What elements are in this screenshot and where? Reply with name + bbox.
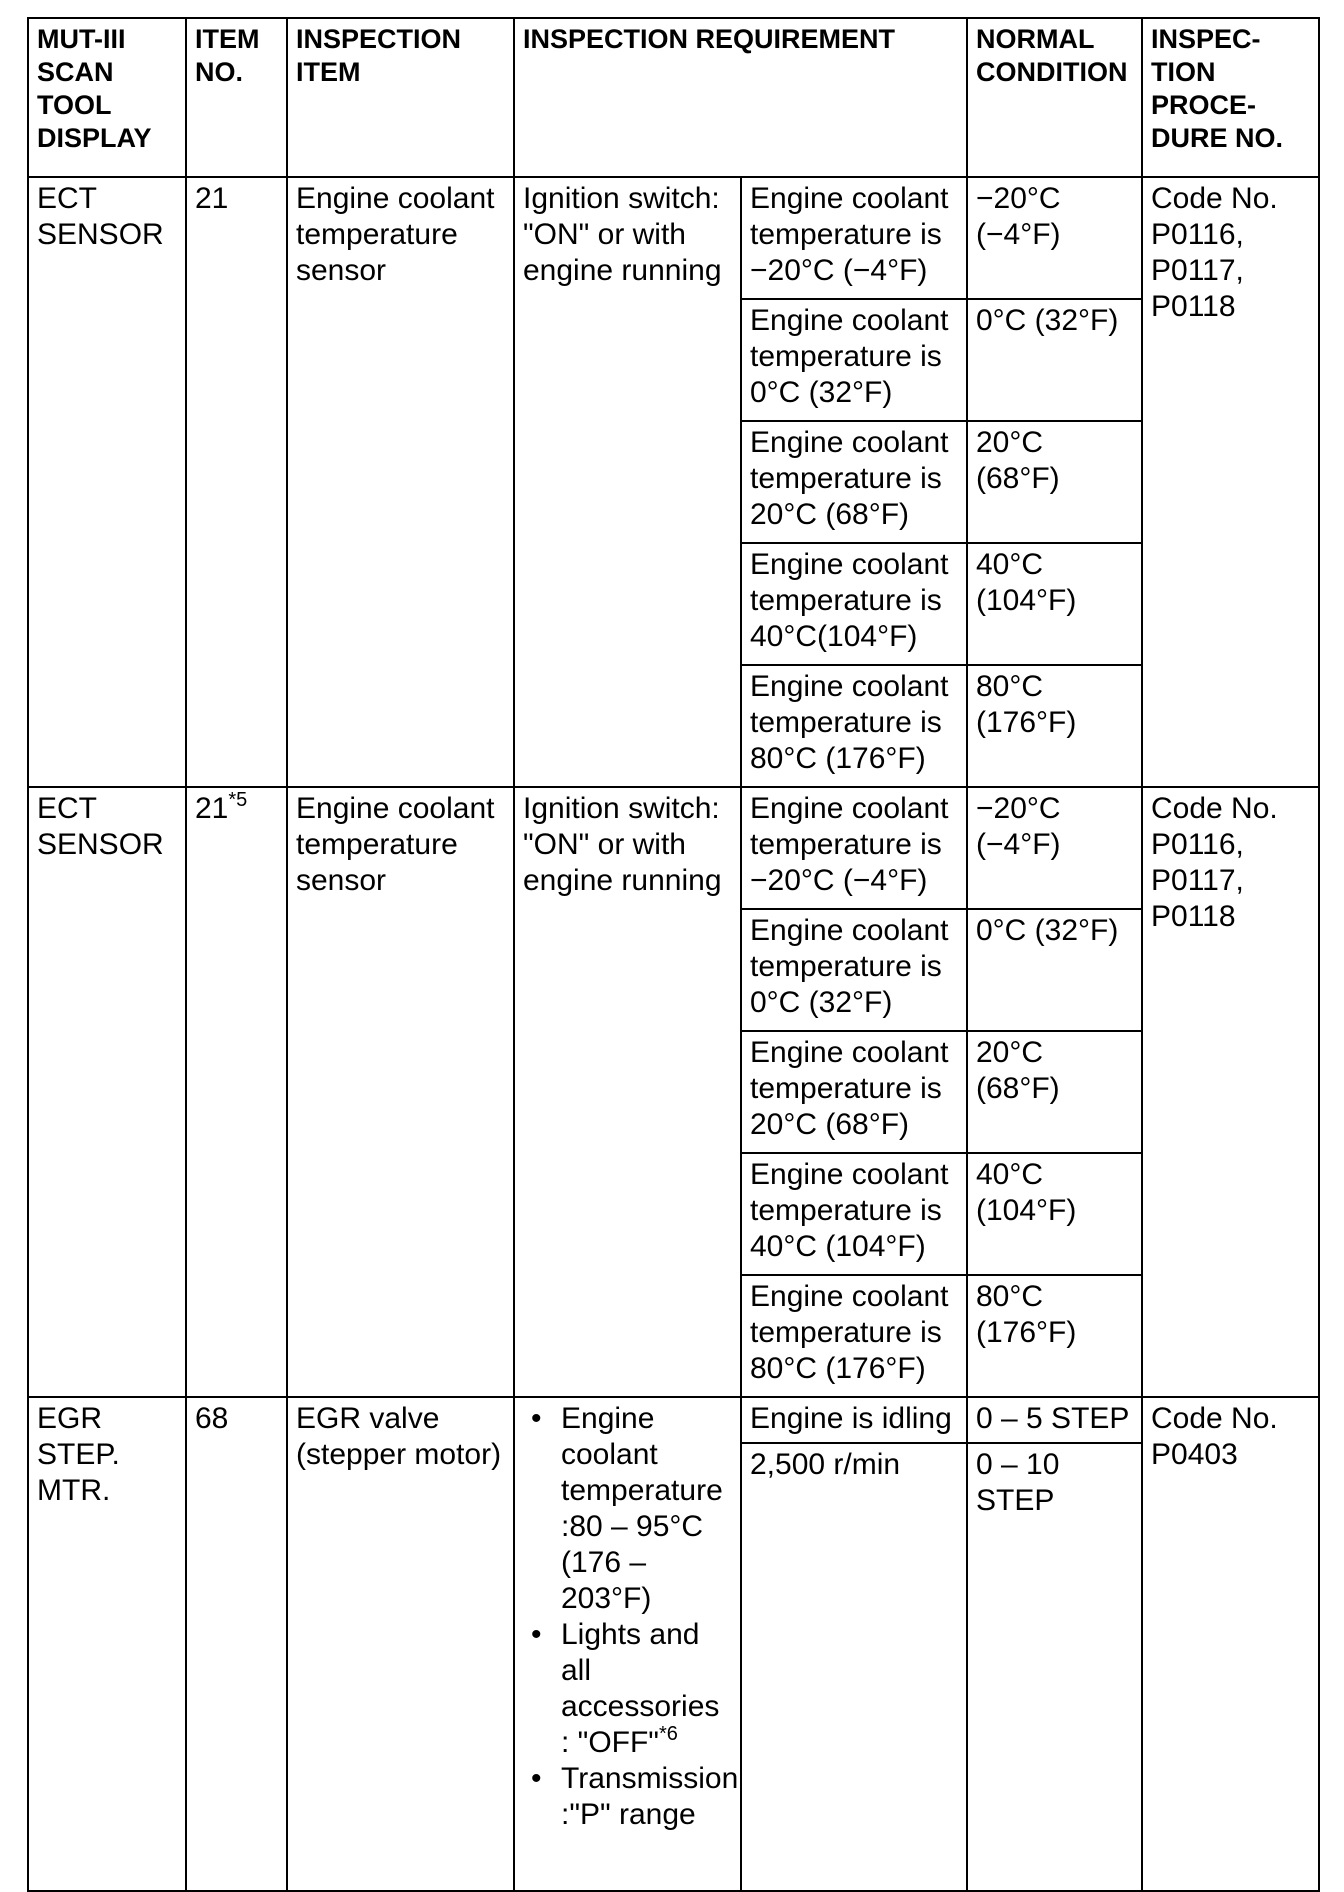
inspection-table [27,17,1320,1892]
requirement-cell [514,1397,741,1891]
condition-cell: Engine coolant temperature is 80°C (176°F) [741,665,967,787]
list-item [523,1401,732,1617]
normal-cell: 20°C (68°F) [967,1031,1142,1153]
condition-cell: Engine coolant temperature is 0°C (32°F) [741,909,967,1031]
procedure-cell: Code No. P0403 [1142,1397,1319,1891]
bullet-icon: • [531,1618,542,1651]
normal-cell: 0 – 5 STEP [967,1397,1142,1443]
normal-cell: 0 – 10 STEP [967,1443,1142,1891]
inspection-table-wrapper [27,17,1320,1892]
footnote-marker: *6 [658,1723,678,1745]
inspection-item-cell: Engine coolant temperature sensor [287,177,514,787]
header-inspection-requirement: INSPECTION REQUIREMENT [514,18,967,177]
condition-cell: Engine coolant temperature is 80°C (176°F) [741,1275,967,1397]
header-item-no: ITEM NO. [186,18,287,177]
display-cell: ECT SENSOR [28,787,186,1397]
condition-cell: Engine coolant temperature is 20°C (68°F) [741,1031,967,1153]
list-item [523,1617,732,1761]
condition-cell: Engine coolant temperature is 40°C (104°F) [741,1153,967,1275]
condition-cell: Engine coolant temperature is 40°C(104°F) [741,543,967,665]
display-cell: ECT SENSOR [28,177,186,787]
header-procedure-no: INSPEC- TION PROCE- DURE NO. [1142,18,1319,177]
item-no-cell [186,1397,287,1891]
display-cell: EGR STEP. MTR. [28,1397,186,1891]
table-row [28,1397,1319,1443]
item-no-cell [186,177,287,787]
normal-cell: 0°C (32°F) [967,909,1142,1031]
bullet-icon: • [531,1762,542,1795]
inspection-item-cell: Engine coolant temperature sensor [287,787,514,1397]
bullet-text: Engine coolant temperature :80 – 95°C (176 – 203°F) [561,1402,723,1615]
normal-cell: −20°C (−4°F) [967,177,1142,299]
normal-cell: 40°C (104°F) [967,543,1142,665]
normal-cell: 20°C (68°F) [967,421,1142,543]
normal-cell: 80°C (176°F) [967,665,1142,787]
condition-cell: Engine coolant temperature is 20°C (68°F) [741,421,967,543]
table-row [28,177,1319,299]
procedure-cell: Code No. P0116, P0117, P0118 [1142,177,1319,787]
requirement-cell: Ignition switch: "ON" or with engine running [514,787,741,1397]
item-no: 21 [195,182,229,215]
footnote-marker: *5 [228,789,248,811]
bullet-text: Transmission :"P" range [561,1762,739,1831]
header-display: MUT-III SCAN TOOL DISPLAY [28,18,186,177]
requirement-cell: Ignition switch: "ON" or with engine running [514,177,741,787]
normal-cell: −20°C (−4°F) [967,787,1142,909]
condition-cell: Engine is idling [741,1397,967,1443]
condition-cell: 2,500 r/min [741,1443,967,1891]
item-no: 21 [195,792,229,825]
header-inspection-item: INSPECTION ITEM [287,18,514,177]
condition-cell: Engine coolant temperature is −20°C (−4°F) [741,787,967,909]
normal-cell: 80°C (176°F) [967,1275,1142,1397]
item-no-cell [186,787,287,1397]
header-row [28,18,1319,177]
inspection-item-cell: EGR valve (stepper motor) [287,1397,514,1891]
normal-cell: 0°C (32°F) [967,299,1142,421]
requirement-bullet-list [523,1401,739,1833]
list-item [523,1761,739,1833]
normal-cell: 40°C (104°F) [967,1153,1142,1275]
header-normal-condition: NORMAL CONDITION [967,18,1142,177]
procedure-cell: Code No. P0116, P0117, P0118 [1142,787,1319,1397]
condition-cell: Engine coolant temperature is 0°C (32°F) [741,299,967,421]
bullet-text: Lights and all accessories : "OFF" [561,1618,720,1759]
table-row [28,787,1319,909]
condition-cell: Engine coolant temperature is −20°C (−4°F) [741,177,967,299]
item-no: 68 [195,1402,229,1435]
bullet-icon: • [531,1402,542,1435]
